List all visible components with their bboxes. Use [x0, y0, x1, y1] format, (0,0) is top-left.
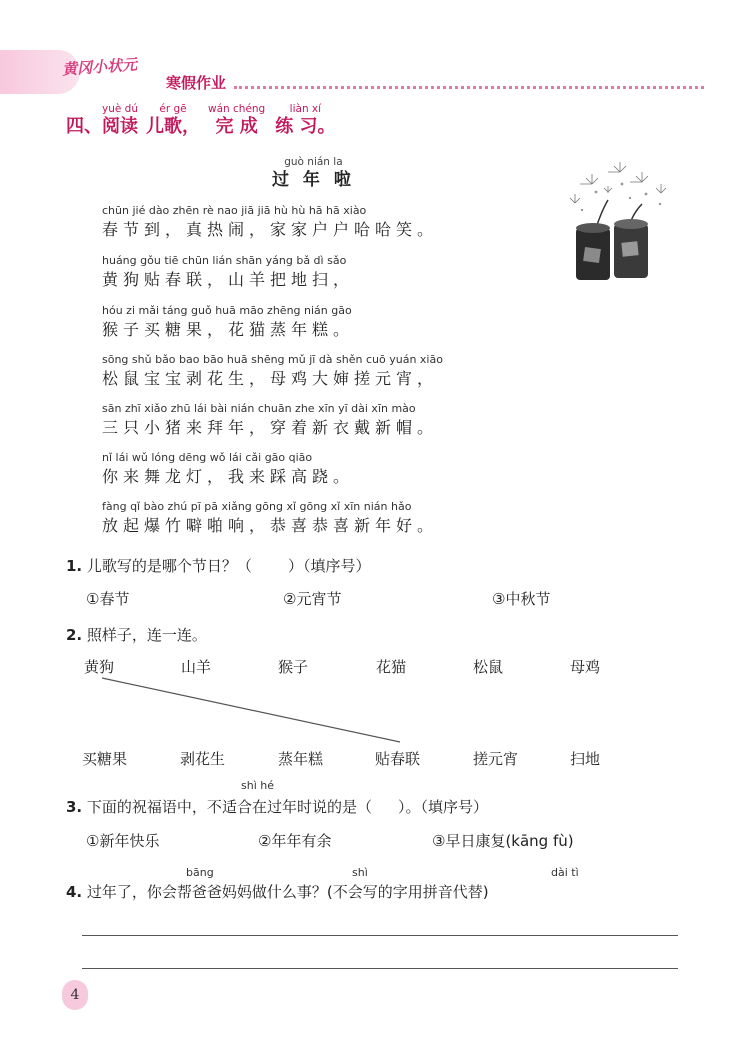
question-1: 1. 儿歌写的是哪个节日？（ ）（填序号）	[66, 557, 371, 575]
answer-line-2[interactable]	[82, 968, 678, 969]
match-top-word-4[interactable]: 花猫	[376, 658, 407, 676]
q4-pinyin-shi: shì	[352, 866, 368, 879]
poem-line-7: fàng qǐ bào zhú pī pā xiǎng gōng xǐ gōng xǐ xīn nián hǎo 放起爆竹噼啪响，恭喜恭喜新年好。	[102, 500, 439, 535]
firecracker-right-icon	[614, 219, 648, 278]
section-heading: yuè dú 四、阅读 ér gē 儿歌， wán chéng 完 成 liàn xí 练 习。	[66, 103, 336, 137]
q3-option-2: ②年年有余	[258, 832, 332, 850]
q4-pinyin-daiti: dài tì	[551, 866, 579, 879]
page-number: 4	[62, 980, 88, 1010]
match-top-word-5[interactable]: 松鼠	[473, 658, 504, 676]
q4-pinyin-bang: bāng	[186, 866, 214, 879]
question-3: 3. 下面的祝福语中，不适合在过年时说的是（ ）。（填序号）	[66, 798, 488, 816]
q1-option-1: ①春节	[86, 590, 130, 608]
match-top-word-1[interactable]: 黄狗	[84, 658, 115, 676]
match-top-word-2[interactable]: 山羊	[181, 658, 212, 676]
poem-line-5: sān zhī xiǎo zhū lái bài nián chuān zhe xīn yī dài xīn mào 三只小猪来拜年，穿着新衣戴新帽。	[102, 402, 439, 437]
question-2: 2. 照样子，连一连。	[66, 626, 207, 644]
poem-line-3: hóu zi mǎi táng guǒ huā māo zhēng nián gāo 猴子买糖果，花猫蒸年糕。	[102, 304, 355, 339]
firecracker-left-icon	[576, 223, 610, 280]
brand-logo: 黄冈小状元	[61, 55, 138, 79]
poem-title: guò nián la 过 年 啦	[272, 156, 355, 190]
header-dotted-rule	[234, 86, 704, 89]
series-title: 寒假作业	[166, 74, 227, 92]
match-top-word-6[interactable]: 母鸡	[570, 658, 601, 676]
match-bottom-word-4[interactable]: 贴春联	[375, 750, 421, 768]
poem-line-1: chūn jié dào zhēn rè nao jiā jiā hù hù hā hā xiào 春节到，真热闹，家家户户哈哈笑。	[102, 204, 439, 239]
answer-line-1[interactable]	[82, 935, 678, 936]
match-bottom-word-1[interactable]: 买糖果	[82, 750, 128, 768]
match-bottom-word-5[interactable]: 搓元宵	[473, 750, 519, 768]
poem-line-6: nǐ lái wǔ lóng dēng wǒ lái cǎi gāo qiāo 你来舞龙灯，我来踩高跷。	[102, 451, 355, 486]
match-bottom-word-3[interactable]: 蒸年糕	[278, 750, 324, 768]
poem-line-4: sōng shǔ bǎo bao bāo huā shēng mǔ jī dà shěn cuō yuán xiāo 松鼠宝宝剥花生，母鸡大婶搓元宵，	[102, 353, 443, 388]
firecracker-illustration	[556, 158, 680, 282]
q3-option-3: ③早日康复(kāng fù)	[432, 832, 574, 850]
q3-pinyin-hint: shì hé	[241, 779, 274, 792]
q1-option-2: ②元宵节	[283, 590, 342, 608]
question-4: 4. 过年了，你会帮爸爸妈妈做什么事？(不会写的字用拼音代替)	[66, 883, 489, 901]
match-top-word-3[interactable]: 猴子	[278, 658, 309, 676]
q3-option-1: ①新年快乐	[86, 832, 160, 850]
match-bottom-word-6[interactable]: 扫地	[570, 750, 601, 768]
q1-option-3: ③中秋节	[492, 590, 551, 608]
sparks-icon	[570, 162, 666, 203]
match-bottom-word-2[interactable]: 剥花生	[180, 750, 226, 768]
poem-line-2: huáng gǒu tiē chūn lián shān yáng bǎ dì sǎo 黄狗贴春联，山羊把地扫，	[102, 254, 355, 289]
